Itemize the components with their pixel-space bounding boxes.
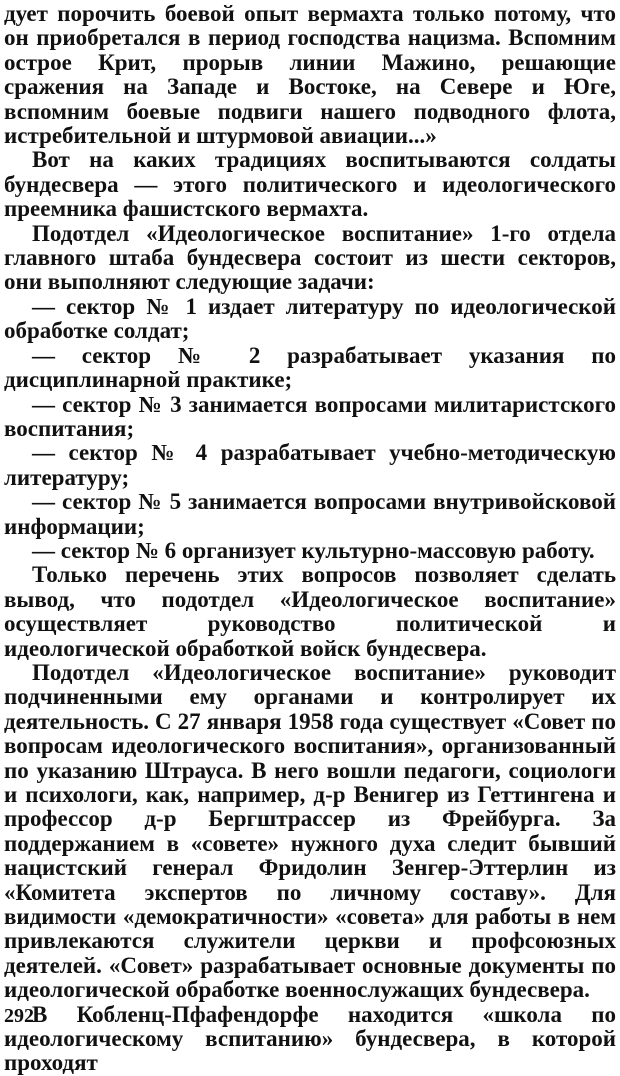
list-item-sector-5: — сектор № 5 занимается вопросами внутривойсковой информации; (4, 489, 616, 539)
list-item-sector-2: — сектор № 2 разрабатывает указания по дисциплинарной практике; (4, 342, 616, 393)
list-item-sector-4: — сектор № 4 разрабатывает учебно-методическую литературу; (4, 440, 616, 490)
paragraph-3: Подотдел «Идеологическое воспитание» 1-го отдела главного штаба бундесвера состоит из шести секторов, они выполняют следующие задачи: (4, 220, 616, 295)
list-item-sector-6: — сектор № 6 организует культурно-массовую работу. (32, 537, 595, 563)
list-item-sector-3: — сектор № 3 занимается вопросами милитаристского воспитания; (4, 391, 616, 441)
body-text (4, 2, 616, 1076)
paragraph-2: Вот на каких традициях воспитываются солдаты бундесвера — этого политического и идеологического преемника фашистского вермахта. (4, 147, 616, 222)
paragraph-1: дует порочить боевой опыт вермахта только потому, что он приобретался в период господства нацизма. Вспомним острое Крит, прорыв линии Мажино, решающие сражения на Западе и Востоке, на Севере и Юге, вспомним боевые подвиги нашего подводного флота, истребительной и штурмовой авиации...» (4, 1, 616, 149)
page-number: 292 (4, 1005, 34, 1027)
list-item-sector-1: — сектор № 1 издает литературу по идеологической обработке солдат; (4, 293, 616, 344)
paragraph-school: В Кобленц-Пфафендорфе находится «школа по идеологическому вспитанию» бундесвера, в которой проходят (4, 1001, 616, 1076)
paragraph-conclusion: Только перечень этих вопросов позволяет сделать вывод, что подотдел «Идеологическое воспитание» осуществляет руководство политической и идеологической обработкой войск бундесвера. (4, 562, 616, 661)
paragraph-council: Подотдел «Идеологическое воспитание» руководит подчиненными ему органами и контролирует их деятельность. С 27 января 1958 года существует «Совет по вопросам идеологического воспитания», организованный по указанию Штрауса. В него вошли педагоги, социологи и психологи, как, например, д-р Венигер из Геттингена и профессор д-р Бергштрассер из Фрейбурга. За поддержанием в «совете» нужного духа следит бывший нацистский генерал Фридолин Зенгер-Эттерлин из «Комитета экспертов по личному составу». Для видимости «демократичности» «совета» для работы в нем привлекаются служители церкви и профсоюзных деятелей. «Совет» разрабатывает основные документы по идеологической обработке военнослужащих бундесвера. (4, 659, 616, 1003)
